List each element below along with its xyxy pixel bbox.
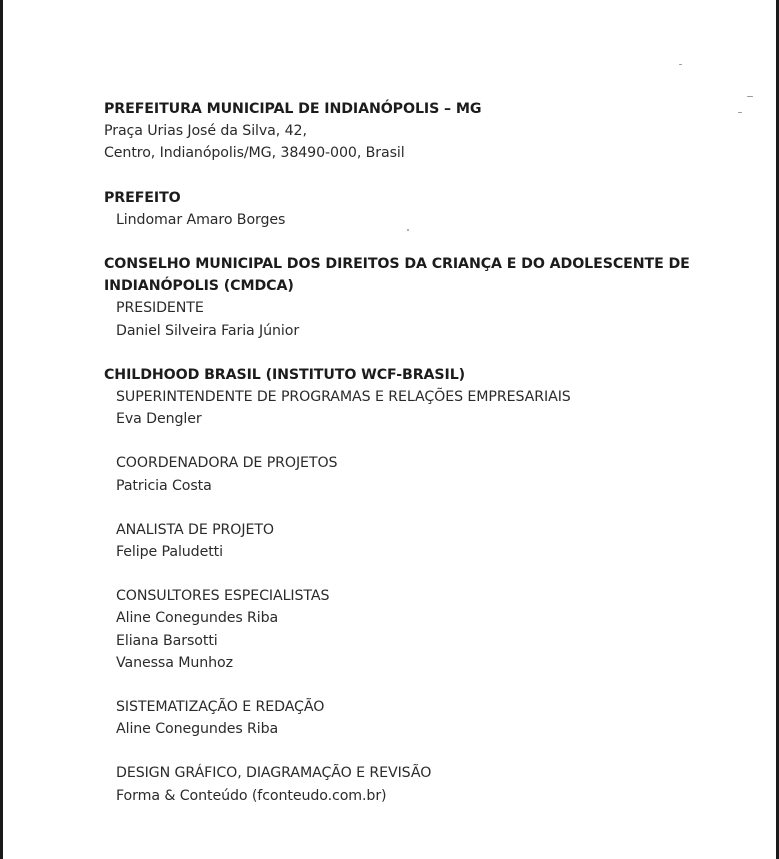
prefeitura-section [104, 98, 744, 165]
cmdca-title: INDIANÓPOLIS (CMDCA) [104, 278, 294, 295]
prefeito-section [104, 187, 744, 231]
person-name: Eva Dengler [116, 411, 202, 428]
person-name: Eliana Barsotti [116, 632, 218, 649]
scan-speck [747, 96, 753, 97]
person-name: Patricia Costa [116, 477, 212, 494]
person-name: Vanessa Munhoz [116, 654, 233, 671]
childhood-title: CHILDHOOD BRASIL (INSTITUTO WCF-BRASIL) [104, 366, 466, 383]
role-heading: COORDENADORA DE PROJETOS [116, 455, 338, 472]
person-name: Aline Conegundes Riba [116, 610, 279, 627]
person-name: Felipe Paludetti [116, 544, 223, 561]
role-heading: PRESIDENTE [116, 300, 204, 317]
prefeitura-title: PREFEITURA MUNICIPAL DE INDIANÓPOLIS – MG [104, 101, 482, 117]
childhood-section [104, 364, 744, 807]
prefeito-name: Lindomar Amaro Borges [116, 211, 286, 228]
role-heading: DESIGN GRÁFICO, DIAGRAMAÇÃO E REVISÃO [116, 765, 432, 782]
address-line: Praça Urias José da Silva, 42, [104, 123, 307, 140]
address-line: Centro, Indianópolis/MG, 38490-000, Brasil [104, 145, 405, 162]
role-heading: ANALISTA DE PROJETO [116, 521, 274, 538]
role-heading: SUPERINTENDENTE DE PROGRAMAS E RELAÇÕES EMPRESARIAIS [116, 389, 571, 406]
person-name: Aline Conegundes Riba [116, 721, 279, 738]
cmdca-title: CONSELHO MUNICIPAL DOS DIREITOS DA CRIANÇA E DO ADOLESCENTE DE [104, 256, 690, 273]
person-name: Daniel Silveira Faria Júnior [116, 322, 300, 339]
role-heading: CONSULTORES ESPECIALISTAS [116, 588, 330, 605]
scan-speck [679, 64, 682, 65]
credits-block [104, 98, 744, 807]
cmdca-section [104, 253, 744, 342]
prefeito-title: PREFEITO [104, 189, 181, 206]
role-heading: SISTEMATIZAÇÃO E REDAÇÃO [116, 699, 325, 716]
person-name: Forma & Conteúdo (fconteudo.com.br) [116, 787, 387, 804]
